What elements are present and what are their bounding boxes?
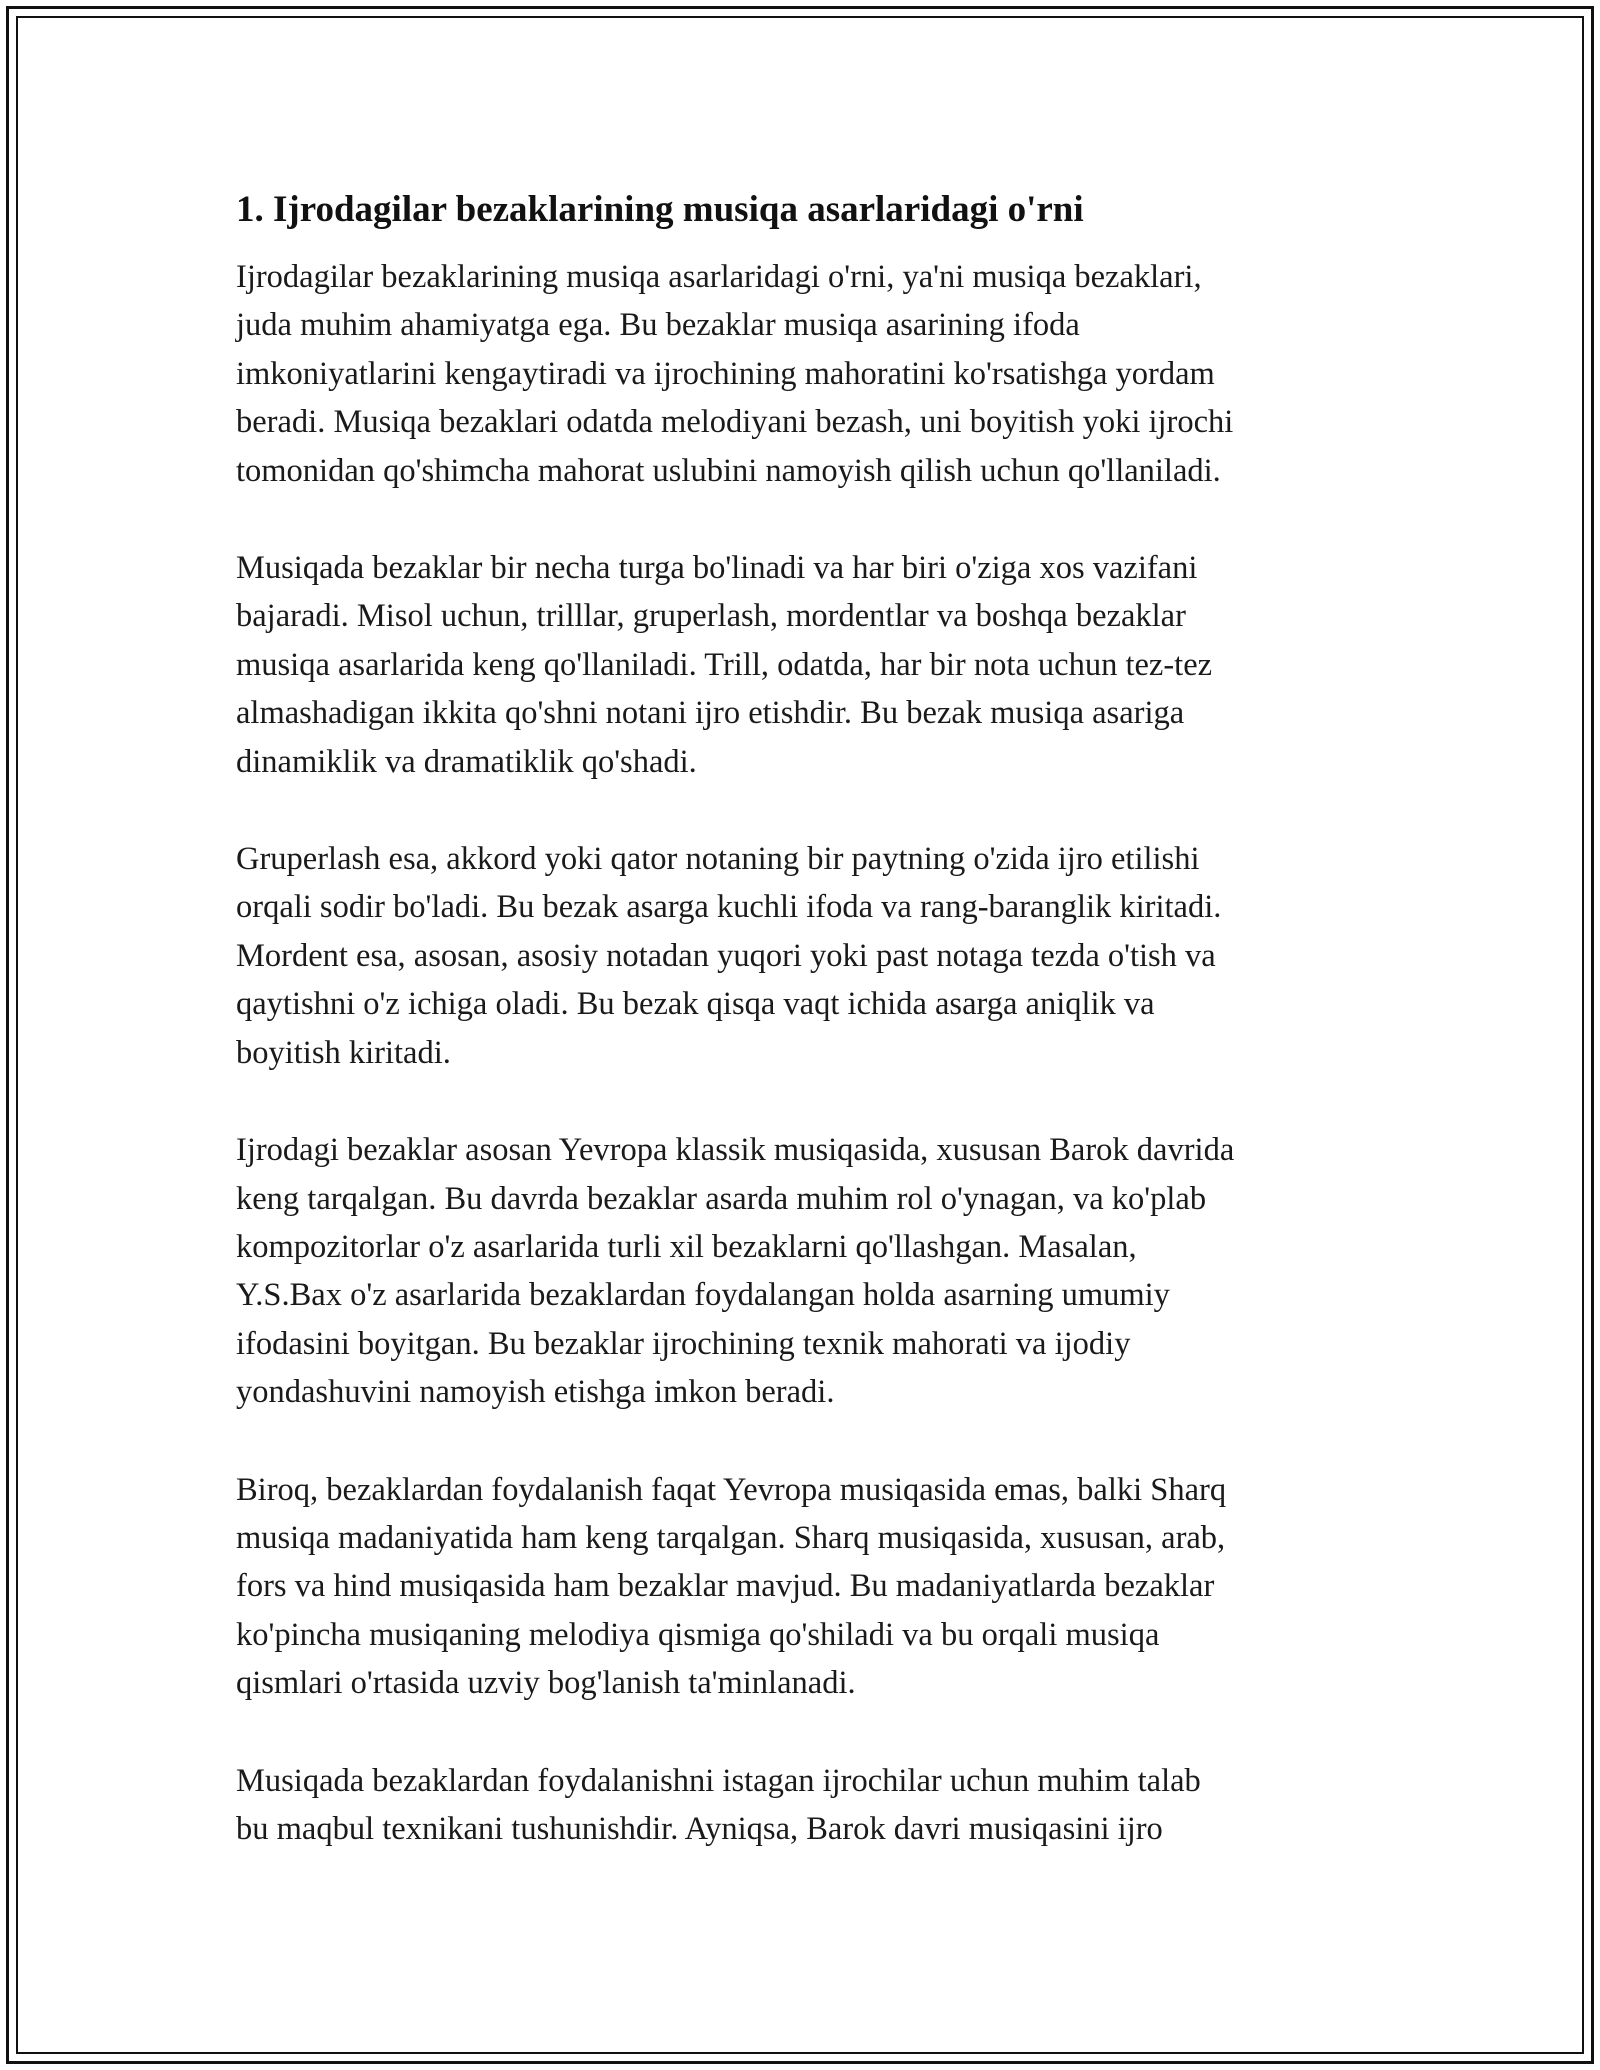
text-line: juda muhim ahamiyatga ega. Bu bezaklar musiqa asarining ifoda <box>236 307 1080 344</box>
text-line: yondashuvini namoyish etishga imkon beradi. <box>236 1374 835 1411</box>
text-line: ifodasini boyitgan. Bu bezaklar ijrochining texnik mahorati va ijodiy <box>236 1325 1131 1362</box>
paragraph-1 <box>236 253 1386 495</box>
text-line: tomonidan qo'shimcha mahorat uslubini namoyish qilish uchun qo'llaniladi. <box>236 452 1221 489</box>
section-heading: 1. Ijrodagilar bezaklarining musiqa asarlaridagi o'rni <box>236 189 1084 230</box>
text-line: kompozitorlar o'z asarlarida turli xil bezaklarni qo'llashgan. Masalan, <box>236 1228 1137 1265</box>
paragraph-5 <box>236 1466 1386 1708</box>
paragraph-4 <box>236 1126 1386 1416</box>
text-line: Gruperlash esa, akkord yoki qator notaning bir paytning o'zida ijro etilishi <box>236 841 1200 878</box>
text-line: Mordent esa, asosan, asosiy notadan yuqori yoki past notaga tezda o'tish va <box>236 937 1216 974</box>
text-line: Ijrodagi bezaklar asosan Yevropa klassik musiqasida, xususan Barok davrida <box>236 1132 1235 1169</box>
text-line: Biroq, bezaklardan foydalanish faqat Yevropa musiqasida emas, balki Sharq <box>236 1471 1227 1508</box>
text-line: beradi. Musiqa bezaklari odatda melodiyani bezash, uni boyitish yoki ijrochi <box>236 404 1234 441</box>
text-line: Musiqada bezaklardan foydalanishni istagan ijrochilar uchun muhim talab <box>236 1762 1201 1799</box>
paragraph-3 <box>236 835 1386 1077</box>
paragraph-6 <box>236 1757 1386 1854</box>
text-line: musiqa asarlarida keng qo'llaniladi. Trill, odatda, har bir nota uchun tez-tez <box>236 646 1213 683</box>
text-line: fors va hind musiqasida ham bezaklar mavjud. Bu madaniyatlarda bezaklar <box>236 1568 1215 1605</box>
text-line: dinamiklik va dramatiklik qo'shadi. <box>236 743 697 780</box>
text-line: keng tarqalgan. Bu davrda bezaklar asarda muhim rol o'ynagan, va ko'plab <box>236 1180 1207 1217</box>
text-line: bajaradi. Misol uchun, trilllar, gruperlash, mordentlar va boshqa bezaklar <box>236 598 1186 635</box>
text-line: ko'pincha musiqaning melodiya qismiga qo'shiladi va bu orqali musiqa <box>236 1616 1160 1653</box>
text-line: Ijrodagilar bezaklarining musiqa asarlaridagi o'rni, ya'ni musiqa bezaklari, <box>236 259 1202 295</box>
paragraph-2 <box>236 544 1386 786</box>
text-line: musiqa madaniyatida ham keng tarqalgan. Sharq musiqasida, xususan, arab, <box>236 1519 1226 1556</box>
text-line: imkoniyatlarini kengaytiradi va ijrochining mahoratini ko'rsatishga yordam <box>236 355 1215 392</box>
text-line: boyitish kiritadi. <box>236 1034 451 1071</box>
document-body <box>236 186 1386 1902</box>
text-line: bu maqbul texnikani tushunishdir. Ayniqsa, Barok davri musiqasini ijro <box>236 1810 1163 1847</box>
text-line: almashadigan ikkita qo'shni notani ijro etishdir. Bu bezak musiqa asariga <box>236 695 1185 732</box>
text-line: qaytishni o'z ichiga oladi. Bu bezak qisqa vaqt ichida asarga aniqlik va <box>236 986 1155 1023</box>
text-line: Y.S.Bax o'z asarlarida bezaklardan foydalangan holda asarning umumiy <box>236 1277 1170 1314</box>
text-line: orqali sodir bo'ladi. Bu bezak asarga kuchli ifoda va rang-baranglik kiritadi. <box>236 889 1222 926</box>
text-line: Musiqada bezaklar bir necha turga bo'linadi va har biri o'ziga xos vazifani <box>236 550 1198 587</box>
text-line: qismlari o'rtasida uzviy bog'lanish ta'minlanadi. <box>236 1665 856 1702</box>
